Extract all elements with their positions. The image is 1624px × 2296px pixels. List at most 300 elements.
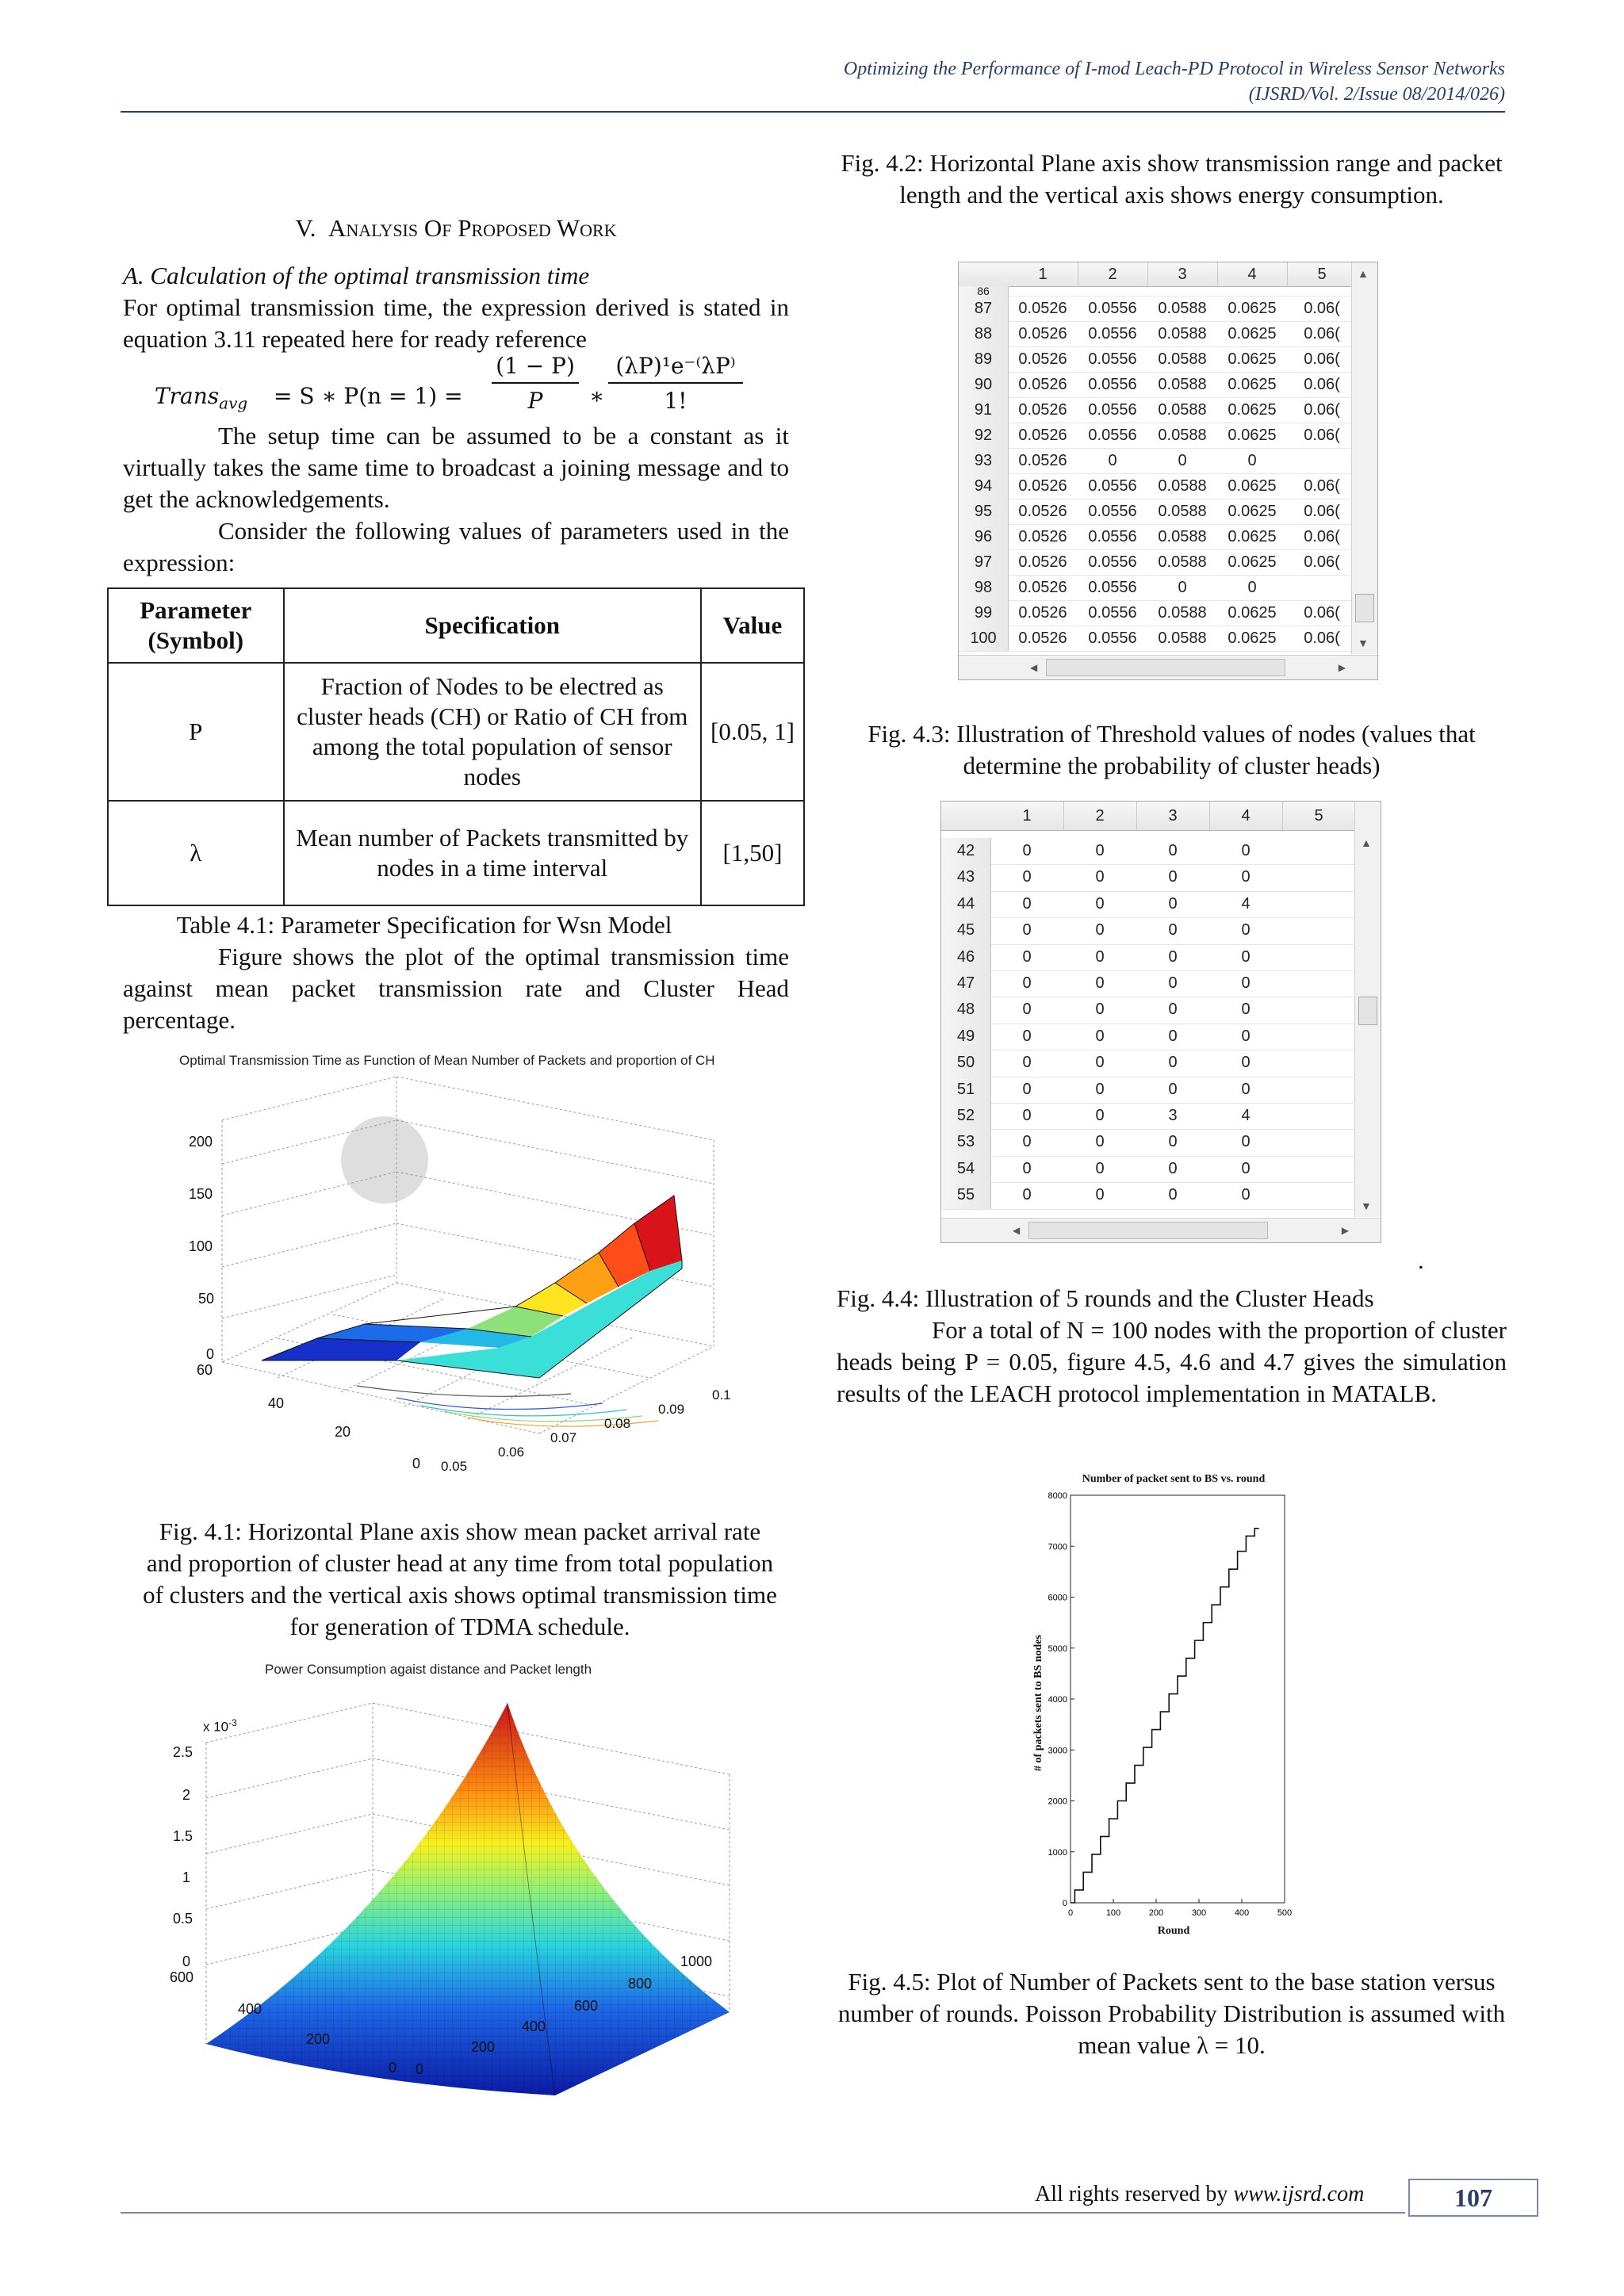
table-cell[interactable]: 4 xyxy=(1241,894,1251,913)
table-cell[interactable]: 0.0625 xyxy=(1228,503,1277,520)
table-cell[interactable]: 3 xyxy=(1168,1107,1178,1124)
fig42-z-tick: 2.5 xyxy=(173,1744,193,1760)
fig42-x-tick: 400 xyxy=(522,2019,546,2034)
row-header[interactable]: 97 xyxy=(959,549,1009,575)
chart-plot xyxy=(1023,1467,1324,1942)
table-cell[interactable]: 0 xyxy=(1022,1186,1032,1204)
table-cell[interactable]: 0 xyxy=(1168,974,1178,992)
table-cell[interactable]: 0.0625 xyxy=(1228,300,1277,317)
table-row xyxy=(941,1129,1354,1156)
table-cell[interactable]: 0.0526 xyxy=(1018,401,1067,419)
table-row xyxy=(959,499,1350,525)
row-header[interactable]: 49 xyxy=(941,1024,991,1050)
row-header[interactable]: 87 xyxy=(959,296,1009,321)
table-cell[interactable]: 0.0526 xyxy=(1018,376,1067,393)
equation: Trans$_{avg}$ = S ∗ P(n = 1) = (1 − P) P ∗ (λP)¹e⁻⁽λP⁾ 1! xyxy=(155,350,789,423)
footer-rights: All rights reserved by www.ijsrd.com xyxy=(1035,2182,1365,2206)
table-cell[interactable]: 0.0625 xyxy=(1228,376,1277,393)
fig42-exponent: x $10^{-3}$ xyxy=(203,1717,237,1735)
table-cell[interactable]: 0.06( xyxy=(1304,604,1340,622)
running-header-title: Optimizing the Performance of I-mod Leach-PD Protocol in Wireless Sensor Networks xyxy=(843,59,1505,79)
table-cell[interactable]: 0 xyxy=(1178,452,1187,469)
table-cell[interactable] xyxy=(1282,1024,1355,1050)
table-row xyxy=(959,549,1350,576)
scroll-thumb[interactable] xyxy=(1028,1222,1268,1239)
table-row xyxy=(959,423,1350,449)
table-cell[interactable]: 0 xyxy=(1095,1054,1105,1072)
scroll-left-icon[interactable]: ◀ xyxy=(1030,662,1038,673)
fig42-z-tick: 0 xyxy=(182,1954,191,1969)
row-header[interactable]: 54 xyxy=(941,1156,991,1182)
column-header[interactable]: 4 xyxy=(1217,262,1288,286)
table-cell[interactable]: 0.06( xyxy=(1304,325,1340,342)
table-cell[interactable]: 0 xyxy=(1168,868,1178,886)
table-cell[interactable]: 0.0588 xyxy=(1158,629,1207,647)
table-cell[interactable] xyxy=(1282,997,1355,1023)
table-cell[interactable]: 0 xyxy=(1168,1080,1178,1098)
fig41-y-tick: 60 xyxy=(197,1362,213,1378)
table-cell[interactable]: 0.0556 xyxy=(1088,376,1137,393)
fig42-x-tick: 1000 xyxy=(680,1954,713,1969)
table-cell[interactable]: 0.0556 xyxy=(1088,477,1137,495)
row-header[interactable]: 52 xyxy=(941,1103,991,1129)
column-header[interactable]: 2 xyxy=(1078,262,1148,286)
paragraph-parameters: Consider the following values of parameters used in the expression: xyxy=(123,517,789,576)
table-header-value: Value xyxy=(701,588,804,663)
chart-ylabel: # of packets sent to BS nodes xyxy=(1032,1635,1044,1771)
fig42-z-tick: 0.5 xyxy=(173,1911,193,1927)
table-cell[interactable]: 0 xyxy=(1095,1186,1105,1204)
header-rule xyxy=(121,111,1505,113)
table-cell[interactable]: 0.0588 xyxy=(1158,401,1207,419)
table-cell[interactable]: 0.0526 xyxy=(1018,452,1067,469)
table-cell[interactable]: 0.0556 xyxy=(1088,604,1137,622)
fig42-y-tick: 0 xyxy=(389,2060,397,2076)
table-cell[interactable]: 0.0556 xyxy=(1088,553,1137,571)
paragraph-simulation: For a total of N = 100 nodes with the proportion of cluster heads being P = 0.05, figure 4.5, 4.6 and 4.7 gives the simulation results of the LEACH protocol implementation in MATALB. xyxy=(837,1316,1507,1407)
paragraph-setup-time: The setup time can be assumed to be a constant as it virtually takes the same time to broadcast a joining message and to get the acknowledgements. xyxy=(123,422,789,513)
horizontal-scrollbar[interactable] xyxy=(959,655,1377,679)
table-row: λ Mean number of Packets transmitted by nodes in a time interval [1,50] xyxy=(108,801,804,905)
fig41-x-tick: 0.05 xyxy=(441,1459,468,1474)
table-cell[interactable] xyxy=(1282,838,1355,864)
column-header[interactable]: 1 xyxy=(990,802,1064,830)
row-header[interactable]: 45 xyxy=(941,917,991,943)
table-cell[interactable]: 0 xyxy=(1108,452,1117,469)
table-cell[interactable]: 0 xyxy=(1022,1159,1032,1177)
table-cell[interactable]: 0 xyxy=(1095,1027,1105,1045)
table-cell[interactable]: 0 xyxy=(1241,1027,1251,1045)
table-cell[interactable]: 0.0588 xyxy=(1158,477,1207,495)
y-tick-label: 4000 xyxy=(1048,1695,1067,1705)
paragraph-figure-intro: Figure shows the plot of the optimal transmission time against mean packet transmission rate and Cluster Head percentage. xyxy=(123,943,789,1034)
fig41-z-tick: 200 xyxy=(189,1134,213,1150)
scroll-right-icon[interactable]: ▶ xyxy=(1338,662,1346,673)
table-cell[interactable]: 0.0556 xyxy=(1088,503,1137,520)
table-cell[interactable]: 0 xyxy=(1241,1080,1251,1098)
column-header[interactable]: 2 xyxy=(1063,802,1137,830)
series-line xyxy=(1071,1529,1259,1903)
table-row xyxy=(941,838,1354,865)
table-cell[interactable]: 0.0588 xyxy=(1158,604,1207,622)
fig42-x-tick: 800 xyxy=(628,1976,653,1992)
table-cell[interactable] xyxy=(1282,1103,1355,1129)
table-cell[interactable]: 0.0588 xyxy=(1158,325,1207,342)
table-caption: Table 4.1: Parameter Specification for Wsn Model xyxy=(176,911,672,939)
fig43-variable-table xyxy=(958,262,1378,680)
table-row xyxy=(941,1103,1354,1130)
y-tick-label: 3000 xyxy=(1048,1746,1067,1756)
table-cell[interactable]: 0.0588 xyxy=(1158,427,1207,444)
table-cell[interactable]: 0 xyxy=(1241,974,1251,992)
table-cell[interactable] xyxy=(1287,448,1357,473)
table-cell[interactable]: 0.0556 xyxy=(1088,401,1137,419)
scroll-thumb[interactable] xyxy=(1358,997,1377,1025)
row-header[interactable]: 93 xyxy=(959,448,1009,473)
row-header[interactable]: 47 xyxy=(941,970,991,997)
table-cell[interactable]: 0.0625 xyxy=(1228,325,1277,342)
table-row xyxy=(959,473,1350,499)
table-cell[interactable]: 0 xyxy=(1168,947,1178,966)
vertical-scrollbar[interactable] xyxy=(1351,262,1377,654)
table-row xyxy=(941,1182,1354,1209)
table-cell[interactable]: 0 xyxy=(1168,1186,1178,1204)
row-header[interactable]: 51 xyxy=(941,1077,991,1103)
table-row xyxy=(959,626,1350,652)
x-tick-label: 300 xyxy=(1191,1908,1207,1918)
row-header[interactable]: 91 xyxy=(959,397,1009,423)
row-header[interactable]: 88 xyxy=(959,321,1009,346)
table-cell[interactable]: 0.0625 xyxy=(1228,401,1277,419)
row-header[interactable]: 98 xyxy=(959,575,1009,600)
y-tick-label: 7000 xyxy=(1048,1542,1067,1552)
footer-site-link[interactable]: www.ijsrd.com xyxy=(1233,2182,1365,2206)
row-header[interactable]: 94 xyxy=(959,473,1009,499)
table-cell[interactable]: 0.0526 xyxy=(1018,629,1067,647)
table-cell[interactable]: 0.0625 xyxy=(1228,350,1277,368)
y-tick-label: 1000 xyxy=(1048,1847,1067,1858)
fig41-x-tick: 0.08 xyxy=(604,1416,631,1431)
table-cell[interactable]: 0.06( xyxy=(1304,300,1340,317)
fig41-y-tick: 0 xyxy=(412,1456,421,1471)
fig41-x-tick: 0.1 xyxy=(712,1387,731,1402)
table-cell[interactable]: 0.0526 xyxy=(1018,528,1067,545)
table-cell[interactable]: 0.0526 xyxy=(1018,427,1067,444)
table-row xyxy=(959,397,1350,423)
table-cell[interactable] xyxy=(1282,1182,1355,1208)
fig42-z-tick: 1.5 xyxy=(173,1828,193,1844)
table-cell[interactable]: 0.0588 xyxy=(1158,503,1207,520)
table-cell[interactable]: 0.06( xyxy=(1304,528,1340,545)
paragraph-optimal-time: For optimal transmission time, the expression derived is stated in equation 3.11 repeated here for ready reference xyxy=(123,293,789,353)
x-tick-label: 200 xyxy=(1148,1908,1164,1918)
fig41-z-tick: 150 xyxy=(189,1186,213,1202)
horizontal-scrollbar[interactable] xyxy=(941,1218,1381,1242)
table-cell[interactable]: 0.0625 xyxy=(1228,553,1277,571)
fig42-x-tick: 600 xyxy=(574,1998,599,2014)
table-cell[interactable]: 0 xyxy=(1095,894,1105,913)
stray-dot: . xyxy=(1418,1246,1424,1274)
table-cell[interactable]: 0.0556 xyxy=(1088,427,1137,444)
table-cell[interactable]: 0 xyxy=(1241,1054,1251,1072)
table-cell[interactable]: 0.06( xyxy=(1304,401,1340,419)
scroll-thumb[interactable] xyxy=(1046,659,1285,676)
table-cell[interactable]: 0 xyxy=(1095,1001,1105,1019)
table-cell[interactable] xyxy=(1282,1129,1355,1155)
table-cell[interactable] xyxy=(1282,864,1355,890)
table-cell[interactable]: 0 xyxy=(1241,921,1251,939)
table-cell[interactable]: 0 xyxy=(1095,947,1105,966)
row-header[interactable]: 48 xyxy=(941,997,991,1023)
table-cell[interactable]: 0 xyxy=(1168,1027,1178,1045)
fig42-caption: Fig. 4.2: Horizontal Plane axis show transmission range and packet length and the vertical axis shows energy consumption. xyxy=(841,149,1503,209)
row-header[interactable]: 44 xyxy=(941,891,991,917)
table-cell[interactable]: 0 xyxy=(1022,1027,1032,1045)
parameter-table xyxy=(107,587,805,906)
row-header[interactable]: 92 xyxy=(959,423,1009,448)
table-cell[interactable]: 0 xyxy=(1241,868,1251,886)
fig42-z-tick: 2 xyxy=(182,1787,191,1803)
row-header[interactable]: 96 xyxy=(959,524,1009,549)
row-header[interactable]: 42 xyxy=(941,838,991,864)
table-cell[interactable]: 0 xyxy=(1241,947,1251,966)
table-cell[interactable] xyxy=(1282,970,1355,997)
table-cell[interactable]: 0.0588 xyxy=(1158,376,1207,393)
table-row xyxy=(959,296,1350,322)
table-cell[interactable]: 0 xyxy=(1095,842,1105,859)
footer-rule xyxy=(121,2212,1405,2214)
row-header[interactable]: 100 xyxy=(959,626,1009,651)
figure-4-5 xyxy=(1023,1467,1324,1942)
row-header[interactable]: 50 xyxy=(941,1050,991,1076)
table-cell[interactable]: 0.0625 xyxy=(1228,477,1277,495)
fig42-x-tick: 0 xyxy=(416,2061,424,2077)
table-cell[interactable]: 0 xyxy=(1095,1159,1105,1177)
table-cell[interactable]: 0 xyxy=(1178,579,1187,596)
table-row xyxy=(941,1050,1354,1077)
table-cell[interactable]: 0 xyxy=(1022,1107,1032,1124)
row-header[interactable]: 99 xyxy=(959,600,1009,626)
table-cell[interactable]: 0 xyxy=(1022,947,1032,966)
chart-xlabel: Round xyxy=(1157,1925,1190,1937)
table-cell[interactable]: 0.0588 xyxy=(1158,553,1207,571)
fig42-x-tick: 200 xyxy=(471,2039,496,2055)
table-cell[interactable]: 0 xyxy=(1168,1133,1178,1151)
table-cell[interactable]: 0.0625 xyxy=(1228,629,1277,647)
table-cell[interactable]: 0 xyxy=(1247,579,1257,596)
table-row xyxy=(959,524,1350,550)
table-cell[interactable]: 0.0526 xyxy=(1018,325,1067,342)
table-cell[interactable]: 0 xyxy=(1241,1001,1251,1019)
scroll-down-icon[interactable]: ▼ xyxy=(1361,1200,1372,1212)
table-cell[interactable]: 0 xyxy=(1095,921,1105,939)
table-cell[interactable]: 0 xyxy=(1022,1054,1032,1072)
table-cell[interactable]: 0 xyxy=(1168,842,1178,859)
table-cell[interactable] xyxy=(1282,917,1355,943)
table-cell[interactable] xyxy=(1282,1050,1355,1076)
fig41-z-tick: 100 xyxy=(189,1238,213,1254)
table-cell[interactable]: 0.0526 xyxy=(1018,477,1067,495)
y-tick-label: 2000 xyxy=(1048,1797,1067,1807)
chart-frame xyxy=(1071,1495,1285,1903)
column-header[interactable]: 3 xyxy=(1147,262,1218,286)
table-header-parameter: Parameter (Symbol) xyxy=(108,588,284,663)
page-number: 107 xyxy=(1408,2179,1538,2217)
table-cell[interactable]: 0 xyxy=(1022,1080,1032,1098)
table-cell[interactable]: 0.0556 xyxy=(1088,629,1137,647)
row-header[interactable]: 53 xyxy=(941,1129,991,1155)
table-cell[interactable]: 0.0526 xyxy=(1018,553,1067,571)
vertical-scrollbar[interactable] xyxy=(1354,802,1381,1217)
fig45-caption: Fig. 4.5: Plot of Number of Packets sent to the base station versus number of rounds. Poisson Probability Distribution is assumed with mean value λ = 10. xyxy=(837,1968,1506,2059)
y-tick-label: 5000 xyxy=(1048,1644,1067,1654)
table-cell[interactable]: 0 xyxy=(1247,452,1257,469)
column-header[interactable]: 1 xyxy=(1008,262,1078,286)
table-cell[interactable]: 0.0526 xyxy=(1018,579,1067,596)
fig44-variable-table xyxy=(940,801,1381,1243)
table-row xyxy=(941,864,1354,891)
table-cell[interactable]: 0 xyxy=(1095,974,1105,992)
table-row xyxy=(941,944,1354,971)
table-row xyxy=(959,575,1350,601)
table-cell[interactable]: 0.0556 xyxy=(1088,579,1137,596)
table-cell[interactable]: 0.0526 xyxy=(1018,300,1067,317)
table-cell[interactable]: 0 xyxy=(1168,921,1178,939)
table-cell[interactable]: 0 xyxy=(1095,868,1105,886)
table-cell[interactable]: 0.0526 xyxy=(1018,503,1067,520)
fig41-x-tick: 0.09 xyxy=(658,1402,685,1417)
scroll-thumb[interactable] xyxy=(1355,594,1374,622)
table-cell[interactable]: 0.0588 xyxy=(1158,528,1207,545)
row-header[interactable]: 43 xyxy=(941,864,991,890)
table-cell[interactable]: 0 xyxy=(1022,868,1032,886)
column-header[interactable]: 4 xyxy=(1209,802,1283,830)
table-cell[interactable]: 0.06( xyxy=(1304,427,1340,444)
row-header[interactable]: 46 xyxy=(941,944,991,970)
table-cell[interactable]: 4 xyxy=(1241,1107,1251,1124)
column-header[interactable]: 5 xyxy=(1287,262,1358,286)
fig41-title: Optimal Transmission Time as Function of Mean Number of Packets and proportion of CH xyxy=(179,1053,715,1068)
table-cell[interactable]: 0.0588 xyxy=(1158,300,1207,317)
table-cell[interactable]: 0 xyxy=(1241,1159,1251,1177)
y-tick-label: 8000 xyxy=(1048,1491,1067,1501)
table-cell[interactable]: 0.0526 xyxy=(1018,350,1067,368)
fig42-plot xyxy=(159,1655,777,2099)
table-cell[interactable]: 0 xyxy=(1241,1133,1251,1151)
fig41-y-tick: 40 xyxy=(268,1395,285,1411)
table-row xyxy=(941,891,1354,918)
table-cell[interactable]: 0.0588 xyxy=(1158,350,1207,368)
table-cell[interactable]: 0 xyxy=(1022,894,1032,913)
scroll-down-icon[interactable]: ▼ xyxy=(1358,637,1369,649)
table-row xyxy=(959,321,1350,347)
table-cell[interactable]: 0 xyxy=(1022,842,1032,859)
scroll-up-icon[interactable]: ▲ xyxy=(1358,267,1369,280)
table-cell[interactable]: 0 xyxy=(1168,1159,1178,1177)
fig42-y-tick: 600 xyxy=(170,1969,194,1985)
table-cell[interactable]: 0.0556 xyxy=(1088,528,1137,545)
column-header[interactable]: 3 xyxy=(1136,802,1210,830)
table-cell[interactable]: 0 xyxy=(1168,1001,1178,1019)
table-cell[interactable]: 0.0625 xyxy=(1228,427,1277,444)
table-cell[interactable]: 0 xyxy=(1022,921,1032,939)
table-cell[interactable]: 0.0556 xyxy=(1088,300,1137,317)
table-cell[interactable]: 0.06( xyxy=(1304,553,1340,571)
y-tick-label: 0 xyxy=(1062,1899,1067,1908)
table-cell[interactable] xyxy=(1287,575,1357,600)
table-row xyxy=(959,448,1350,474)
table-cell[interactable]: 0.06( xyxy=(1304,503,1340,520)
y-tick-label: 6000 xyxy=(1048,1593,1067,1603)
table-row xyxy=(941,1024,1354,1050)
table-cell[interactable] xyxy=(1282,1077,1355,1103)
table-cell[interactable]: 0 xyxy=(1168,894,1178,913)
table-cell[interactable]: 0.0556 xyxy=(1088,325,1137,342)
fig41-plot xyxy=(159,1045,777,1489)
table-cell[interactable] xyxy=(1282,891,1355,917)
table-cell[interactable] xyxy=(1282,944,1355,970)
fig41-y-tick: 20 xyxy=(335,1424,351,1440)
fig41-caption: Fig. 4.1: Horizontal Plane axis show mean packet arrival rate and proportion of cluster head at any time from total population of clusters and the vertical axis shows optimal transmission time for generation of TDMA schedule. xyxy=(143,1517,777,1640)
table-cell[interactable]: 0 xyxy=(1022,1133,1032,1151)
fig42-title: Power Consumption agaist distance and Packet length xyxy=(265,1662,592,1677)
table-row xyxy=(941,1077,1354,1104)
table-cell[interactable]: 0.0625 xyxy=(1228,528,1277,545)
fig44-caption: Fig. 4.4: Illustration of 5 rounds and the Cluster Heads xyxy=(837,1284,1374,1312)
scroll-right-icon[interactable]: ▶ xyxy=(1341,1225,1349,1236)
figure-4-1 xyxy=(159,1045,777,1489)
table-row xyxy=(941,1156,1354,1183)
subsection-heading: A. Calculation of the optimal transmission time xyxy=(123,262,590,289)
table-cell[interactable]: 0.06( xyxy=(1304,477,1340,495)
figure-4-2 xyxy=(159,1655,777,2099)
table-cell[interactable]: 0.06( xyxy=(1304,629,1340,647)
table-cell[interactable]: 0.0526 xyxy=(1018,604,1067,622)
table-cell[interactable]: 0.0556 xyxy=(1088,350,1137,368)
table-cell[interactable]: 0.06( xyxy=(1304,350,1340,368)
running-header-issue: (IJSRD/Vol. 2/Issue 08/2014/026) xyxy=(1248,84,1505,105)
column-header[interactable]: 5 xyxy=(1282,802,1356,830)
table-cell[interactable]: 0 xyxy=(1095,1107,1105,1124)
x-tick-label: 0 xyxy=(1067,1908,1074,1918)
row-header[interactable]: 89 xyxy=(959,346,1009,372)
table-row: 86 xyxy=(959,286,1350,297)
table-row xyxy=(959,600,1350,626)
table-cell[interactable]: 0.0625 xyxy=(1228,604,1277,622)
fig41-x-tick: 0.06 xyxy=(498,1445,525,1460)
table-cell[interactable]: 0 xyxy=(1168,1054,1178,1072)
fig42-z-tick: 1 xyxy=(182,1869,191,1885)
table-cell[interactable]: 0 xyxy=(1022,1001,1032,1019)
row-header[interactable]: 90 xyxy=(959,372,1009,397)
x-tick-label: 400 xyxy=(1234,1908,1250,1918)
x-tick-label: 500 xyxy=(1277,1908,1293,1918)
table-cell[interactable]: 0 xyxy=(1095,1133,1105,1151)
table-cell[interactable]: 0 xyxy=(1241,1186,1251,1204)
scroll-left-icon[interactable]: ◀ xyxy=(1013,1225,1021,1236)
row-header[interactable]: 95 xyxy=(959,499,1009,524)
table-cell[interactable]: 0 xyxy=(1022,974,1032,992)
table-row xyxy=(941,997,1354,1024)
table-row xyxy=(959,372,1350,398)
row-header[interactable]: 55 xyxy=(941,1182,991,1208)
scroll-up-icon[interactable]: ▲ xyxy=(1361,836,1372,849)
table-cell[interactable]: 0.06( xyxy=(1304,376,1340,393)
table-cell[interactable] xyxy=(1282,1156,1355,1182)
table-cell[interactable]: 0 xyxy=(1241,842,1251,859)
section-heading: V. Analysis Of Proposed Work xyxy=(295,214,617,242)
table-cell[interactable]: 0 xyxy=(1095,1080,1105,1098)
